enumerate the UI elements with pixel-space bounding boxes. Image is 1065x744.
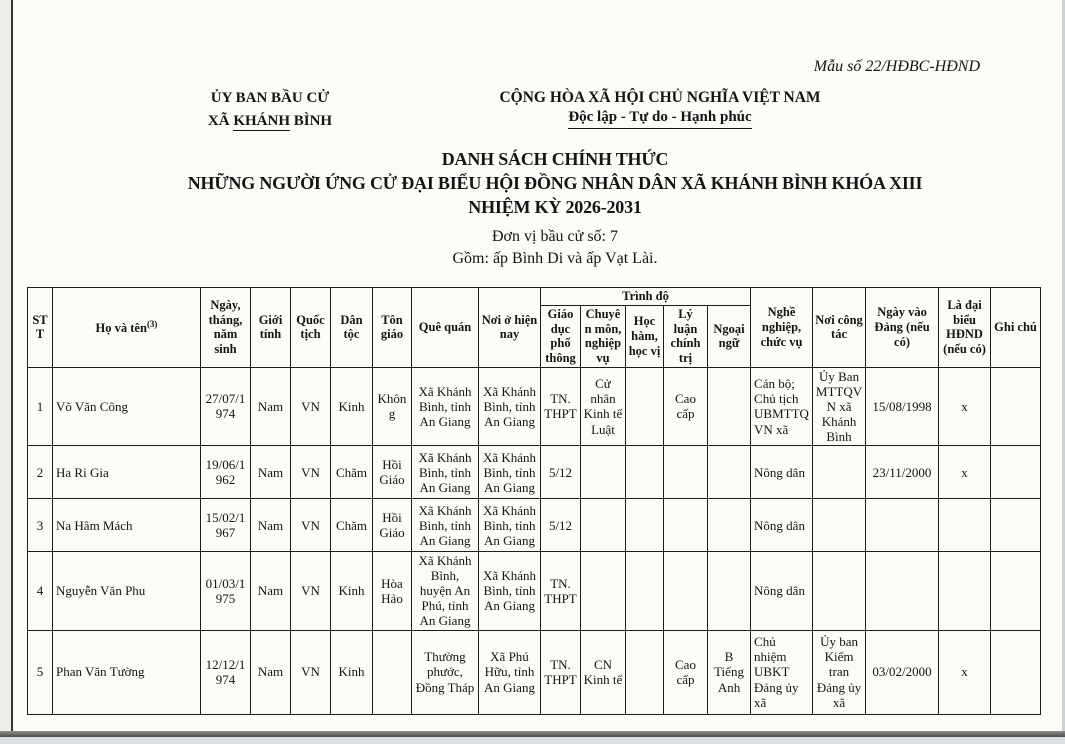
cell-edu-political bbox=[664, 446, 708, 499]
cell-edu-political: Cao cấp bbox=[664, 367, 708, 445]
cell-party-date: 03/02/2000 bbox=[866, 630, 939, 714]
republic-line: CỘNG HÒA XÃ HỘI CHỦ NGHĨA VIỆT NAM bbox=[499, 89, 821, 106]
cell-edu-professional bbox=[581, 446, 626, 499]
cell-edu-professional: Cử nhân Kinh tế Luật bbox=[581, 367, 626, 445]
cell-edu-political: Cao cấp bbox=[664, 630, 708, 714]
cell-hometown: Xã Khánh Bình, huyện An Phú, tỉnh An Giang bbox=[412, 552, 479, 630]
issuer-block bbox=[120, 87, 420, 132]
cell-residence: Xã Khánh Bình, tỉnh An Giang bbox=[479, 367, 541, 445]
header-occupation: Nghề nghiệp, chức vụ bbox=[751, 288, 813, 368]
cell-name: Na Hâm Mách bbox=[53, 499, 201, 552]
cell-dob: 12/12/1974 bbox=[201, 630, 251, 714]
header-edu-general: Giáo dục phổ thông bbox=[541, 305, 581, 367]
header-edu-academic: Học hàm, học vị bbox=[626, 305, 664, 367]
cell-gender: Nam bbox=[251, 367, 291, 445]
cell-workplace bbox=[813, 499, 866, 552]
cell-occupation: Chủ nhiệm UBKT Đảng ủy xã bbox=[751, 630, 813, 714]
national-motto-block bbox=[430, 89, 890, 129]
cell-gender: Nam bbox=[251, 446, 291, 499]
cell-notes bbox=[991, 446, 1041, 499]
candidate-row bbox=[28, 446, 1041, 499]
cell-edu-academic bbox=[626, 367, 664, 445]
cell-name: Nguyễn Văn Phu bbox=[53, 552, 201, 630]
cell-notes bbox=[991, 367, 1041, 445]
form-number: Mẫu số 22/HĐBC-HĐND bbox=[813, 58, 980, 75]
cell-nationality: VN bbox=[291, 446, 331, 499]
cell-hometown: Xã Khánh Bình, tỉnh An Giang bbox=[412, 446, 479, 499]
cell-hometown: Thường phước, Đồng Tháp bbox=[412, 630, 479, 714]
candidate-row bbox=[28, 367, 1041, 445]
cell-notes bbox=[991, 552, 1041, 630]
cell-occupation: Nông dân bbox=[751, 499, 813, 552]
cell-edu-language bbox=[708, 499, 751, 552]
cell-edu-language bbox=[708, 446, 751, 499]
cell-edu-political bbox=[664, 552, 708, 630]
header-party-date: Ngày vào Đảng (nếu có) bbox=[866, 288, 939, 368]
unit-number: Đơn vị bầu cử số: 7 bbox=[491, 228, 618, 245]
cell-gender: Nam bbox=[251, 552, 291, 630]
cell-stt: 2 bbox=[28, 446, 53, 499]
cell-edu-general: TN. THPT bbox=[541, 552, 581, 630]
cell-edu-professional bbox=[581, 499, 626, 552]
cell-hometown: Xã Khánh Bình, tỉnh An Giang bbox=[412, 367, 479, 445]
issuer-line2 bbox=[120, 110, 420, 133]
header-residence: Nơi ở hiện nay bbox=[479, 288, 541, 368]
header-edu-professional: Chuyên môn, nghiệp vụ bbox=[581, 305, 626, 367]
cell-party-date: 15/08/1998 bbox=[866, 367, 939, 445]
table-body bbox=[28, 367, 1041, 714]
cell-edu-academic bbox=[626, 499, 664, 552]
cell-ethnicity: Chăm bbox=[331, 446, 373, 499]
header-name: Họ và tên$^{(3)}$ bbox=[53, 288, 201, 368]
cell-name: Phan Văn Tường bbox=[53, 630, 201, 714]
cell-edu-general: TN. THPT bbox=[541, 367, 581, 445]
cell-party-date bbox=[866, 552, 939, 630]
candidate-row bbox=[28, 552, 1041, 630]
cell-nationality: VN bbox=[291, 552, 331, 630]
cell-council-member bbox=[939, 552, 991, 630]
motto-line: Độc lập - Tự do - Hạnh phúc bbox=[430, 109, 890, 129]
cell-party-date bbox=[866, 499, 939, 552]
cell-council-member: x bbox=[939, 367, 991, 445]
cell-gender: Nam bbox=[251, 630, 291, 714]
issuer-line2-suffix: BÌNH bbox=[290, 112, 333, 129]
header-nationality: Quốc tịch bbox=[291, 288, 331, 368]
cell-notes bbox=[991, 499, 1041, 552]
cell-council-member bbox=[939, 499, 991, 552]
candidate-table bbox=[27, 287, 1041, 715]
cell-hometown: Xã Khánh Bình, tỉnh An Giang bbox=[412, 499, 479, 552]
election-unit-info bbox=[80, 226, 1030, 269]
cell-edu-academic bbox=[626, 630, 664, 714]
cell-edu-professional: CN Kinh tế bbox=[581, 630, 626, 714]
cell-occupation: Nông dân bbox=[751, 552, 813, 630]
cell-ethnicity: Kinh bbox=[331, 630, 373, 714]
cell-dob: 19/06/1962 bbox=[201, 446, 251, 499]
document-title bbox=[80, 148, 1030, 219]
cell-stt: 5 bbox=[28, 630, 53, 714]
cell-edu-general: 5/12 bbox=[541, 446, 581, 499]
table-header bbox=[28, 288, 1041, 368]
cell-dob: 01/03/1975 bbox=[201, 552, 251, 630]
cell-workplace bbox=[813, 552, 866, 630]
cell-residence: Xã Khánh Bình, tỉnh An Giang bbox=[479, 446, 541, 499]
cell-dob: 27/07/1974 bbox=[201, 367, 251, 445]
cell-nationality: VN bbox=[291, 367, 331, 445]
scan-bottom-shadow bbox=[0, 737, 1065, 744]
header-dob: Ngày, tháng, năm sinh bbox=[201, 288, 251, 368]
cell-occupation: Nông dân bbox=[751, 446, 813, 499]
cell-religion: Không bbox=[373, 367, 412, 445]
cell-edu-general: 5/12 bbox=[541, 499, 581, 552]
title-line1: DANH SÁCH CHÍNH THỨC bbox=[441, 149, 669, 169]
header-notes: Ghi chú bbox=[991, 288, 1041, 368]
cell-edu-academic bbox=[626, 552, 664, 630]
title-line2: NHỮNG NGƯỜI ỨNG CỬ ĐẠI BIỂU HỘI ĐỒNG NHÂN DÂN XÃ KHÁNH BÌNH KHÓA XIII bbox=[187, 172, 923, 193]
scan-left-edge bbox=[0, 0, 13, 744]
cell-dob: 15/02/1967 bbox=[201, 499, 251, 552]
unit-wards: Gồm: ấp Bình Di và ấp Vạt Lài. bbox=[452, 249, 658, 267]
cell-occupation: Cán bộ; Chủ tịch UBMTTQ VN xã bbox=[751, 367, 813, 445]
header-gender: Giới tính bbox=[251, 288, 291, 368]
header-stt: STT bbox=[28, 288, 53, 368]
header-council-member: Là đại biểu HĐND (nếu có) bbox=[939, 288, 991, 368]
cell-workplace bbox=[813, 446, 866, 499]
cell-stt: 1 bbox=[28, 367, 53, 445]
issuer-line2-prefix: XÃ bbox=[207, 112, 234, 129]
header-qualification-group: Trình độ bbox=[541, 288, 751, 306]
cell-nationality: VN bbox=[291, 499, 331, 552]
cell-gender: Nam bbox=[251, 499, 291, 552]
candidate-row bbox=[28, 499, 1041, 552]
name-footnote-marker: (3) bbox=[146, 318, 158, 329]
cell-name: Ha Ri Gia bbox=[53, 446, 201, 499]
title-line3: NHIỆM KỲ 2026-2031 bbox=[468, 196, 642, 217]
header-ethnicity: Dân tộc bbox=[331, 288, 373, 368]
cell-religion bbox=[373, 630, 412, 714]
cell-edu-language bbox=[708, 552, 751, 630]
cell-edu-professional bbox=[581, 552, 626, 630]
cell-ethnicity: Chăm bbox=[331, 499, 373, 552]
cell-residence: Xã Phú Hữu, tỉnh An Giang bbox=[479, 630, 541, 714]
cell-religion: Hòa Hảo bbox=[373, 552, 412, 630]
cell-notes bbox=[991, 630, 1041, 714]
header-edu-language: Ngoại ngữ bbox=[708, 305, 751, 367]
issuer-line1: ỦY BAN BẦU CỬ bbox=[210, 90, 330, 106]
cell-ethnicity: Kinh bbox=[331, 367, 373, 445]
cell-edu-political bbox=[664, 499, 708, 552]
cell-nationality: VN bbox=[291, 630, 331, 714]
cell-stt: 3 bbox=[28, 499, 53, 552]
cell-workplace: Ủy ban Kiểm tran Đảng ủy xã bbox=[813, 630, 866, 714]
cell-edu-general: TN. THPT bbox=[541, 630, 581, 714]
cell-council-member: x bbox=[939, 630, 991, 714]
header-religion: Tôn giáo bbox=[373, 288, 412, 368]
cell-edu-academic bbox=[626, 446, 664, 499]
cell-party-date: 23/11/2000 bbox=[866, 446, 939, 499]
cell-residence: Xã Khánh Bình, tỉnh An Giang bbox=[479, 499, 541, 552]
candidate-row bbox=[28, 630, 1041, 714]
cell-edu-language bbox=[708, 367, 751, 445]
cell-stt: 4 bbox=[28, 552, 53, 630]
cell-residence: Xã Khánh Bình, tỉnh An Giang bbox=[479, 552, 541, 630]
cell-ethnicity: Kinh bbox=[331, 552, 373, 630]
issuer-line2-underlined: KHÁNH bbox=[233, 112, 290, 129]
header-edu-political: Lý luận chính trị bbox=[664, 305, 708, 367]
cell-edu-language: B Tiếng Anh bbox=[708, 630, 751, 714]
header-hometown: Quê quán bbox=[412, 288, 479, 368]
cell-religion: Hồi Giáo bbox=[373, 499, 412, 552]
cell-religion: Hồi Giáo bbox=[373, 446, 412, 499]
header-workplace: Nơi công tác bbox=[813, 288, 866, 368]
cell-name: Võ Văn Công bbox=[53, 367, 201, 445]
cell-workplace: Ủy Ban MTTQVN xã Khánh Bình bbox=[813, 367, 866, 445]
cell-council-member: x bbox=[939, 446, 991, 499]
